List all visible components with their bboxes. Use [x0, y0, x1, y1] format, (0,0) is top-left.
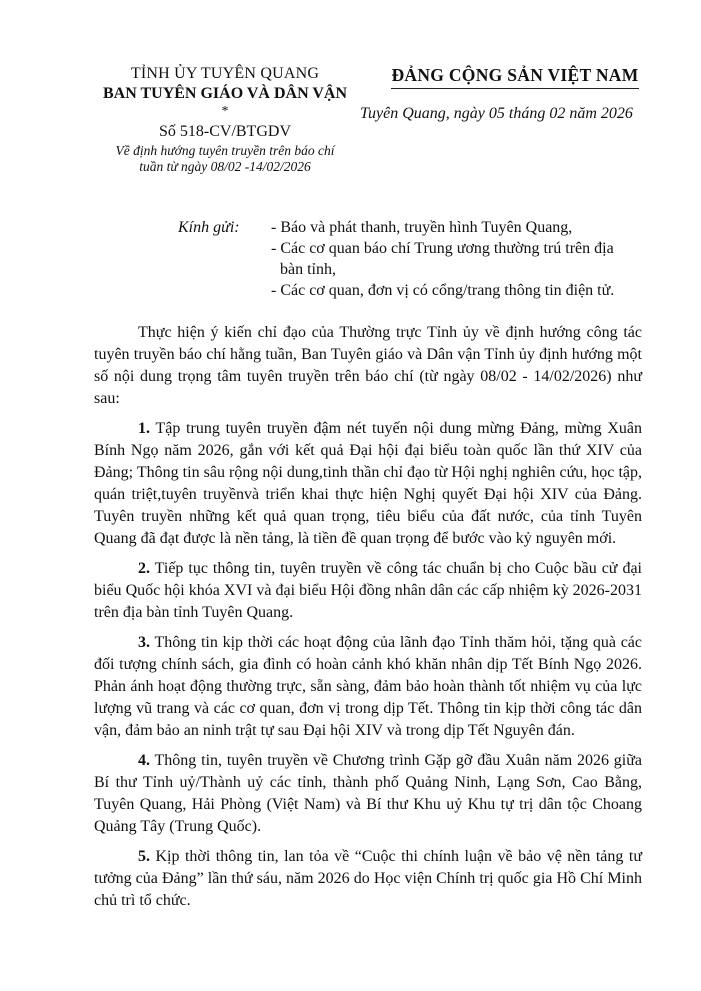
document-body	[94, 322, 642, 920]
recipient-item: - Các cơ quan báo chí Trung ương thường trú trên địa	[271, 240, 614, 257]
issuer-org: BAN TUYÊN GIÁO VÀ DÂN VẬN	[102, 85, 348, 102]
item-number: 5.	[138, 848, 150, 865]
item-text: Thông tin kịp thời các hoạt động của lãnh đạo Tỉnh thăm hỏi, tặng quà các đối tượng chính sách, gia đình có hoàn cảnh khó khăn nhân dịp Tết Bính Ngọ 2026. Phản ánh hoạt động thường trực, sẵn sàng, đảm bảo hoàn thành tốt nhiệm vụ của lực lượng vũ trang và các cơ quan, đơn vị trong dịp Tết. Thông tin kịp thời công tác dân vận, đảm bảo an ninh trật tự sau Đại hội XIV và trong dịp Tết Nguyên đán.	[94, 634, 642, 739]
recipient-item-continuation: bàn tỉnh,	[280, 261, 336, 278]
body-item-5	[94, 846, 642, 912]
separator-star: *	[221, 104, 229, 119]
item-number: 1.	[138, 420, 150, 437]
intro-paragraph: Thực hiện ý kiến chỉ đạo của Thường trực Tỉnh ủy về định hướng công tác tuyên truyền báo chí hằng tuần, Ban Tuyên giáo và Dân vận Tỉnh ủy định hướng một số nội dung trọng tâm tuyên truyền trên báo chí (từ ngày 08/02 - 14/02/2026) như sau:	[94, 324, 642, 407]
item-number: 4.	[138, 752, 150, 769]
party-name: ĐẢNG CỘNG SẢN VIỆT NAM	[391, 64, 638, 89]
item-number: 2.	[138, 560, 150, 577]
recipient-item: - Các cơ quan, đơn vị có cổng/trang thông tin điện tử.	[271, 282, 615, 299]
body-item-3	[94, 632, 642, 742]
body-item-4	[94, 750, 642, 838]
recipient-item: - Báo và phát thanh, truyền hình Tuyên Quang,	[271, 219, 573, 236]
body-item-1	[94, 418, 642, 550]
document-number: Số 518-CV/BTGDV	[158, 123, 291, 140]
national-header	[360, 64, 670, 125]
item-number: 3.	[138, 634, 150, 651]
recipients-label: Kính gửi:	[178, 219, 240, 236]
place-date: Tuyên Quang, ngày 05 tháng 02 năm 2026	[360, 105, 633, 122]
document-subject-line2: tuần từ ngày 08/02 -14/02/2026	[139, 159, 311, 174]
item-text: Tiếp tục thông tin, tuyên truyền về công tác chuẩn bị cho Cuộc bầu cử đại biểu Quốc hội khóa XVI và đại biểu Hội đồng nhân dân các cấp nhiệm kỳ 2026-2031 trên địa bàn tỉnh Tuyên Quang.	[94, 560, 642, 621]
item-text: Kịp thời thông tin, lan tỏa về “Cuộc thi chính luận về bảo vệ nền tảng tư tưởng của Đảng” lần thứ sáu, năm 2026 do Học viện Chính trị quốc gia Hồ Chí Minh chủ trì tổ chức.	[94, 848, 642, 909]
document-subject-line1: Về định hướng tuyên truyền trên báo chí	[115, 143, 335, 158]
item-text: Tập trung tuyên truyền đậm nét tuyến nội dung mừng Đảng, mừng Xuân Bính Ngọ năm 2026, gắn với kết quả Đại hội đại biểu toàn quốc lần thứ XIV của Đảng; Thông tin sâu rộng nội dung,tinh thần chỉ đạo từ Hội nghị nghiên cứu, học tập, quán triệt,tuyên truyềnvà triển khai thực hiện Nghị quyết Đại hội XIV của Đảng. Tuyên truyền những kết quả quan trọng, tiêu biểu của đất nước, của tỉnh Tuyên Quang đã đạt được là nền tảng, là tiền đề quan trọng để bước vào kỷ nguyên mới.	[94, 420, 642, 547]
item-text: Thông tin, tuyên truyền về Chương trình Gặp gỡ đầu Xuân năm 2026 giữa Bí thư Tỉnh uỷ/Thành uỷ các tỉnh, thành phố Quảng Ninh, Lạng Sơn, Cao Bằng, Tuyên Quang, Hải Phòng (Việt Nam) và Bí thư Khu uỷ Khu tự trị dân tộc Choang Quảng Tây (Trung Quốc).	[94, 752, 642, 835]
issuer-parent-org: TỈNH ỦY TUYÊN QUANG	[130, 65, 320, 82]
recipients-block	[178, 217, 648, 301]
issuer-block	[100, 64, 350, 175]
body-item-2	[94, 558, 642, 624]
